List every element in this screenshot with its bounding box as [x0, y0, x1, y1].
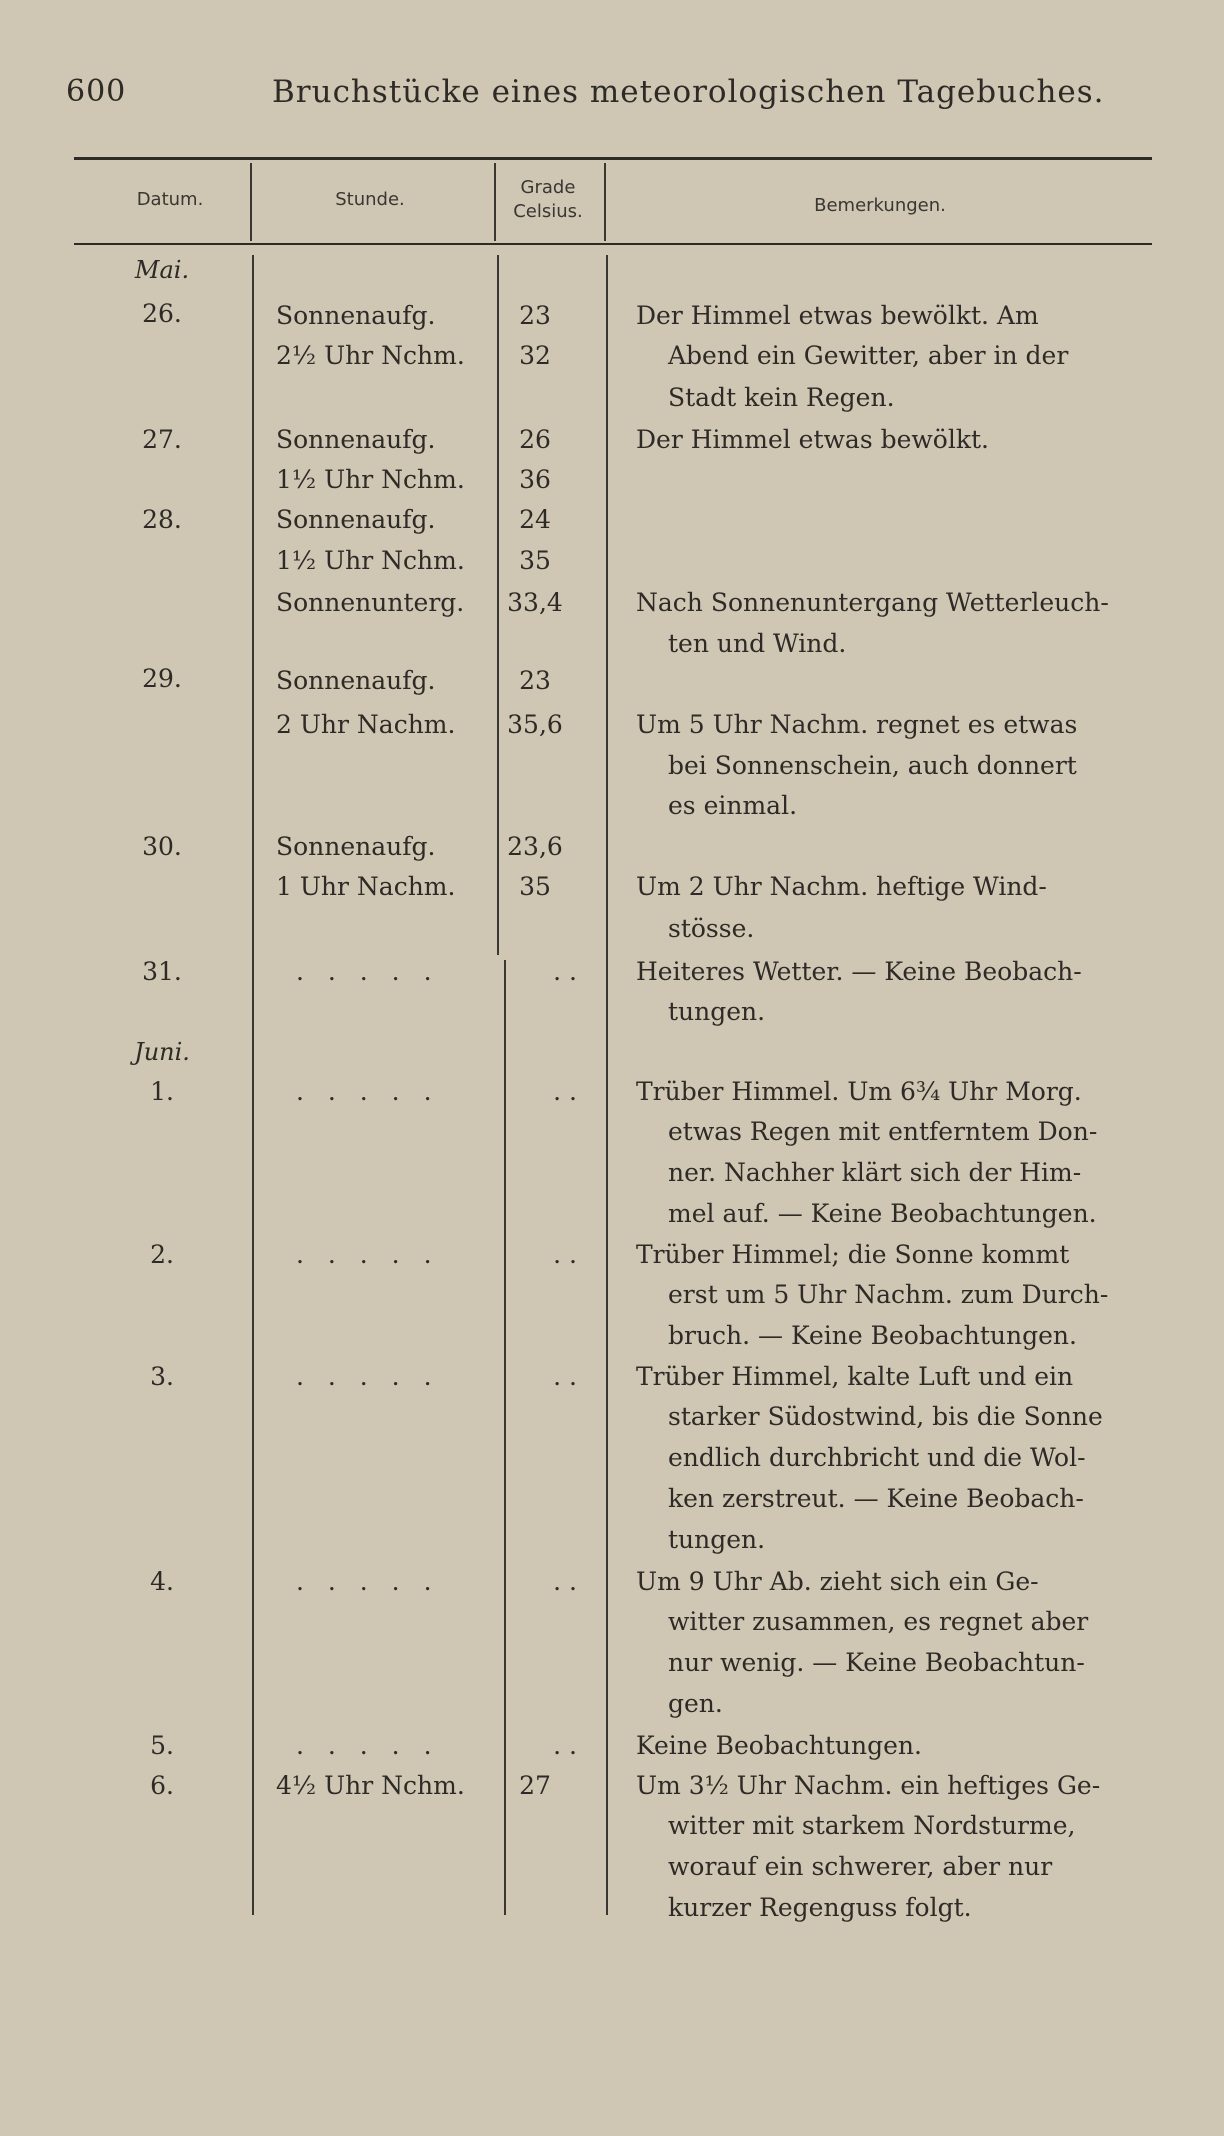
time-cell: 1 Uhr Nachm. [276, 872, 456, 901]
temperature-cell: 35 [519, 872, 551, 901]
column-header-grade-line1: Grade [520, 177, 576, 198]
column-header-grade-line2: Celsius. [513, 201, 583, 222]
column-header-stunde: Stunde. [335, 189, 405, 210]
date-cell: 27. [142, 425, 182, 454]
temperature-cell: 33,4 [507, 588, 563, 617]
remark-line: Trüber Himmel; die Sonne kommt [636, 1240, 1070, 1269]
time-cell: . . . . . [296, 1731, 440, 1760]
temperature-cell: . . [553, 1240, 577, 1269]
time-cell: Sonnenunterg. [276, 588, 465, 617]
date-cell: 6. [150, 1771, 174, 1800]
column-header-grade [495, 176, 601, 224]
date-cell: 4. [150, 1567, 174, 1596]
temperature-cell: . . [553, 1731, 577, 1760]
month-label: Juni. [134, 1038, 190, 1066]
month-label: Mai. [134, 256, 190, 284]
date-cell: 29. [142, 664, 182, 693]
column-rule [250, 163, 252, 241]
time-cell: 1½ Uhr Nchm. [276, 546, 465, 575]
remark-line: erst um 5 Uhr Nachm. zum Durch- [668, 1280, 1109, 1309]
temperature-cell: 23 [519, 301, 551, 330]
time-cell: Sonnenaufg. [276, 425, 436, 454]
date-cell: 31. [142, 957, 182, 986]
remark-line: bei Sonnenschein, auch donnert [668, 751, 1077, 780]
temperature-cell: . . [553, 957, 577, 986]
remark-line: witter mit starkem Nordsturme, [668, 1811, 1076, 1840]
remark-line: es einmal. [668, 791, 798, 820]
time-cell: . . . . . [296, 957, 440, 986]
remark-line: Der Himmel etwas bewölkt. Am [636, 301, 1039, 330]
time-cell: 2 Uhr Nachm. [276, 710, 456, 739]
time-cell: . . . . . [296, 1362, 440, 1391]
remark-line: gen. [668, 1689, 723, 1718]
remark-line: Der Himmel etwas bewölkt. [636, 425, 989, 454]
temperature-cell: 23 [519, 666, 551, 695]
date-cell: 26. [142, 299, 182, 328]
time-cell: Sonnenaufg. [276, 505, 436, 534]
remark-line: Abend ein Gewitter, aber in der [668, 341, 1069, 370]
date-cell: 28. [142, 505, 182, 534]
running-title: Bruchstücke eines meteorologischen Tagebuches. [272, 74, 1105, 110]
remark-line: ner. Nachher klärt sich der Him- [668, 1158, 1082, 1187]
date-cell: 5. [150, 1731, 174, 1760]
remark-line: starker Südostwind, bis die Sonne [668, 1402, 1103, 1431]
column-rule [252, 255, 254, 1915]
remark-line: Heiteres Wetter. — Keine Beobach- [636, 957, 1082, 986]
page-number: 600 [66, 74, 127, 109]
remark-line: endlich durchbricht und die Wol- [668, 1443, 1086, 1472]
table-header-rule [74, 243, 1152, 245]
temperature-cell: 35 [519, 546, 551, 575]
remark-line: tungen. [668, 997, 766, 1026]
temperature-cell: . . [553, 1362, 577, 1391]
temperature-cell: 23,6 [507, 832, 563, 861]
remark-line: Trüber Himmel, kalte Luft und ein [636, 1362, 1074, 1391]
date-cell: 30. [142, 832, 182, 861]
remark-line: stösse. [668, 914, 755, 943]
remark-line: tungen. [668, 1525, 766, 1554]
temperature-cell: 36 [519, 465, 551, 494]
remark-line: Um 3½ Uhr Nachm. ein heftiges Ge- [636, 1771, 1101, 1800]
time-cell: Sonnenaufg. [276, 666, 436, 695]
remark-line: bruch. — Keine Beobachtungen. [668, 1321, 1077, 1350]
remark-line: Trüber Himmel. Um 6¾ Uhr Morg. [636, 1077, 1082, 1106]
date-cell: 3. [150, 1362, 174, 1391]
time-cell: . . . . . [296, 1567, 440, 1596]
table-top-rule [74, 157, 1152, 160]
time-cell: 2½ Uhr Nchm. [276, 341, 465, 370]
date-cell: 2. [150, 1240, 174, 1269]
column-header-datum: Datum. [136, 189, 204, 210]
column-rule [494, 163, 496, 241]
remark-line: kurzer Regenguss folgt. [668, 1893, 972, 1922]
column-header-bemerkungen: Bemerkungen. [814, 195, 946, 216]
remark-line: ten und Wind. [668, 629, 847, 658]
temperature-cell: 32 [519, 341, 551, 370]
remark-line: worauf ein schwerer, aber nur [668, 1852, 1053, 1881]
page-header [0, 74, 1224, 124]
remark-line: Nach Sonnenuntergang Wetterleuch- [636, 588, 1109, 617]
temperature-cell: . . [553, 1567, 577, 1596]
remark-line: Um 2 Uhr Nachm. heftige Wind- [636, 872, 1047, 901]
time-cell: Sonnenaufg. [276, 301, 436, 330]
time-cell: 1½ Uhr Nchm. [276, 465, 465, 494]
temperature-cell: 35,6 [507, 710, 563, 739]
remark-line: Um 9 Uhr Ab. zieht sich ein Ge- [636, 1567, 1039, 1596]
temperature-cell: . . [553, 1077, 577, 1106]
time-cell: 4½ Uhr Nchm. [276, 1771, 465, 1800]
remark-line: witter zusammen, es regnet aber [668, 1607, 1089, 1636]
remark-line: Keine Beobachtungen. [636, 1731, 922, 1760]
time-cell: . . . . . [296, 1077, 440, 1106]
time-cell: Sonnenaufg. [276, 832, 436, 861]
temperature-cell: 24 [519, 505, 551, 534]
column-rule [604, 163, 606, 241]
temperature-cell: 27 [519, 1771, 551, 1800]
temperature-cell: 26 [519, 425, 551, 454]
remark-line: nur wenig. — Keine Beobachtun- [668, 1648, 1085, 1677]
remark-line: Stadt kein Regen. [668, 383, 895, 412]
time-cell: . . . . . [296, 1240, 440, 1269]
remark-line: Um 5 Uhr Nachm. regnet es etwas [636, 710, 1078, 739]
remark-line: ken zerstreut. — Keine Beobach- [668, 1484, 1084, 1513]
date-cell: 1. [150, 1077, 174, 1106]
remark-line: etwas Regen mit entferntem Don- [668, 1117, 1098, 1146]
remark-line: mel auf. — Keine Beobachtungen. [668, 1199, 1097, 1228]
